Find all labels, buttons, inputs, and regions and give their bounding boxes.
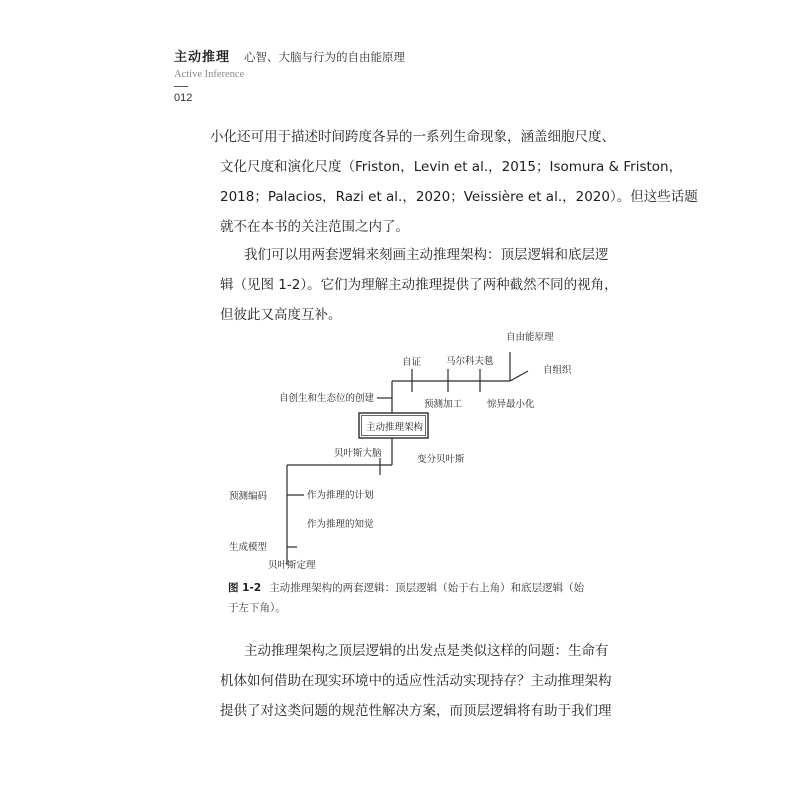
paragraph-line: 主动推理架构之顶层逻辑的出发点是类似这样的问题：生命有 [244,643,609,659]
paragraph-line: 机体如何借助在现实环境中的适应性活动实现持存？主动推理架构 [220,673,612,689]
book-subtitle: 心智、大脑与行为的自由能原理 [244,50,406,64]
figure-caption-label: 图 1-2 [228,582,262,594]
center-box-label: 主动推理架构 [366,422,424,433]
paragraph-line: 我们可以用两套逻辑来刻画主动推理架构：顶层逻辑和底层逻 [244,247,609,263]
node-free-energy-principle: 自由能原理 [506,332,554,343]
paragraph-3 [220,636,612,726]
node-bayes-theorem: 贝叶斯定理 [268,560,316,571]
figure-caption-text: 主动推理架构的两套逻辑：顶层逻辑（始于右上角）和底层逻辑（始于左下角）。 [228,582,585,614]
figure-caption [228,578,590,618]
paragraph-line: 提供了对这类问题的规范性解决方案，而顶层逻辑将有助于我们理 [220,703,612,719]
node-predictive-processing: 预测加工 [424,399,463,410]
paragraph-line: 2018；Palacios，Razi et al.，2020；Veissière et al.，2020）。但这些话题 [220,189,698,205]
paragraph-line: 但彼此又高度互补。 [220,307,342,323]
node-predictive-coding: 预测编码 [229,491,268,502]
node-generative-model: 生成模型 [229,542,268,553]
paragraph-line: 就不在本书的关注范围之内了。 [220,219,409,235]
paragraph-line: 辑（见图 1-2）。它们为理解主动推理提供了两种截然不同的视角， [220,277,618,293]
node-markov-blanket: 马尔科夫毯 [446,356,494,367]
node-bayesian-brain: 贝叶斯大脑 [334,448,382,459]
page-number: 012 [174,92,193,104]
node-self-organization: 自组织 [543,365,572,376]
node-surprise-minimization: 惊异最小化 [487,399,535,410]
book-title: 主动推理 [174,50,231,65]
book-english-title: Active Inference [174,69,245,80]
paragraph-line: 文化尺度和演化尺度（Friston，Levin et al.，2015；Isomura & Friston， [220,159,683,175]
node-perception-as-inference: 作为推理的知觉 [307,519,374,530]
node-autopoiesis-niche: 自创生和生态位的创建 [279,393,375,404]
node-self-evidencing: 自证 [402,357,422,368]
figure-labels [229,331,572,571]
node-variational-bayes: 变分贝叶斯 [417,454,465,465]
node-planning-as-inference: 作为推理的计划 [307,490,374,501]
paragraph-line: 小化还可用于描述时间跨度各异的一系列生命现象，涵盖细胞尺度、 [210,129,615,145]
